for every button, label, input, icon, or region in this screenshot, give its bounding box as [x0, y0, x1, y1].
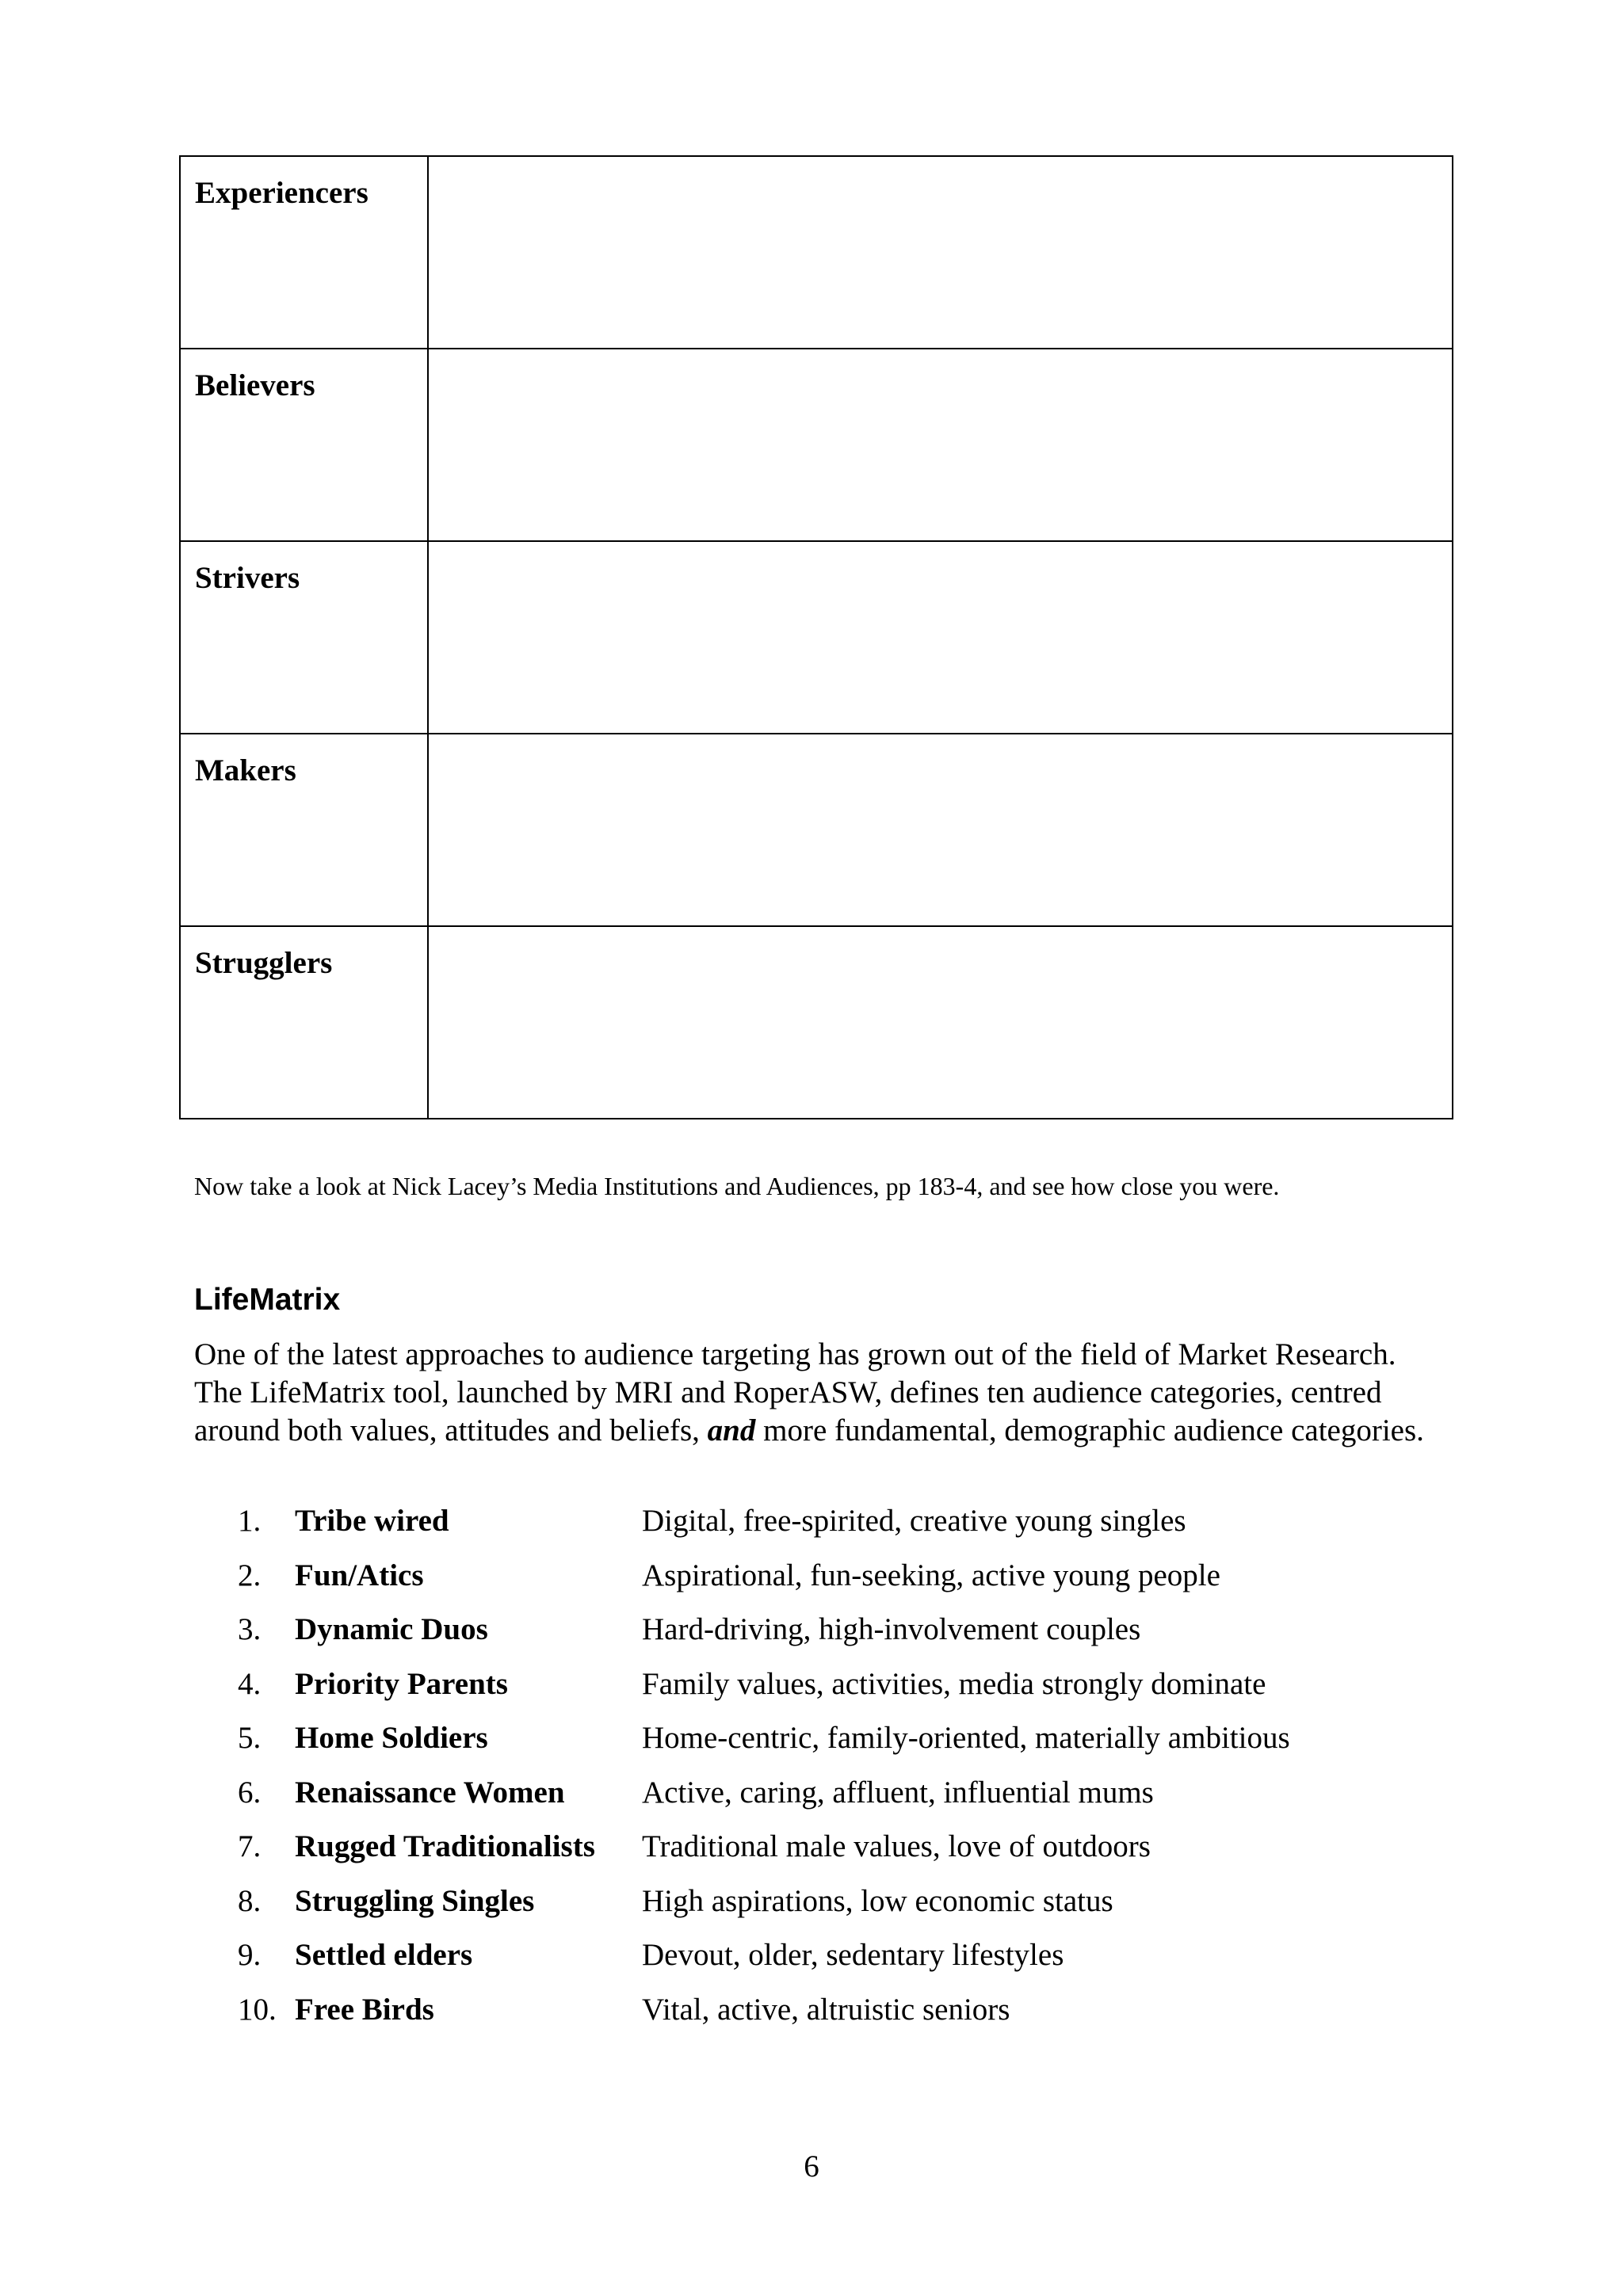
category-description: High aspirations, low economic status	[642, 1883, 1113, 1918]
page-number: 6	[804, 2149, 819, 2183]
list-item	[238, 1502, 1290, 1557]
row-content-cell	[428, 734, 1453, 926]
category-description: Aspirational, fun-seeking, active young people	[642, 1558, 1220, 1592]
list-item	[238, 1882, 1290, 1937]
item-number: 9.	[238, 1938, 262, 1972]
row-label-cell	[180, 541, 428, 734]
row-label-cell	[180, 926, 428, 1119]
category-name: Dynamic Duos	[295, 1612, 488, 1646]
list-item	[238, 1719, 1290, 1774]
item-number: 10.	[238, 1992, 277, 2027]
intro-text-end: more fundamental, demographic audience categories.	[755, 1413, 1424, 1447]
table-row	[180, 156, 1453, 349]
category-description: Traditional male values, love of outdoors	[642, 1829, 1151, 1863]
item-number: 3.	[238, 1612, 262, 1646]
table-row	[180, 349, 1453, 541]
category-name: Settled elders	[295, 1938, 473, 1972]
category-description: Family values, activities, media strongly dominate	[642, 1666, 1266, 1701]
category-name: Free Birds	[295, 1992, 434, 2027]
category-description: Vital, active, altruistic seniors	[642, 1992, 1010, 2027]
category-name: Priority Parents	[295, 1666, 508, 1701]
row-content-cell	[428, 156, 1453, 349]
table-row	[180, 926, 1453, 1119]
row-label-cell	[180, 156, 428, 349]
item-number: 1.	[238, 1504, 262, 1538]
list-item	[238, 1611, 1290, 1665]
row-label: Strugglers	[195, 946, 333, 980]
section-heading: LifeMatrix	[194, 1283, 341, 1317]
category-name: Tribe wired	[295, 1504, 449, 1538]
intro-paragraph	[194, 1336, 1430, 1450]
category-description: Home-centric, family-oriented, materially ambitious	[642, 1721, 1290, 1755]
list-item	[238, 1774, 1290, 1829]
category-description: Hard-driving, high-involvement couples	[642, 1612, 1141, 1646]
row-content-cell	[428, 541, 1453, 734]
item-number: 5.	[238, 1721, 262, 1755]
category-description: Digital, free-spirited, creative young singles	[642, 1504, 1186, 1538]
row-label-cell	[180, 734, 428, 926]
row-label-cell	[180, 349, 428, 541]
category-name: Rugged Traditionalists	[295, 1829, 595, 1863]
item-number: 7.	[238, 1829, 262, 1863]
item-number: 4.	[238, 1666, 262, 1701]
category-name: Renaissance Women	[295, 1775, 565, 1810]
category-name: Home Soldiers	[295, 1721, 488, 1755]
item-number: 8.	[238, 1883, 262, 1918]
intro-text-start: One of the latest approaches to audience targeting has grown out of the field of Market Research. The LifeMatrix tool, launched by MRI and RoperASW, defines ten audience categories, centred around both values, attitudes and beliefs,	[194, 1337, 1396, 1447]
list-item	[238, 1665, 1290, 1720]
row-label: Believers	[195, 368, 315, 402]
list-item	[238, 1991, 1290, 2046]
list-item	[238, 1557, 1290, 1611]
category-name: Fun/Atics	[295, 1558, 424, 1592]
audience-types-table	[179, 155, 1453, 1119]
category-list	[238, 1502, 1290, 2045]
category-name: Struggling Singles	[295, 1883, 535, 1918]
item-number: 2.	[238, 1558, 262, 1592]
list-item	[238, 1936, 1290, 1991]
intro-emphasis: and	[707, 1413, 756, 1447]
row-content-cell	[428, 349, 1453, 541]
item-number: 6.	[238, 1775, 262, 1810]
row-label: Experiencers	[195, 176, 369, 210]
category-description: Active, caring, affluent, influential mums	[642, 1775, 1154, 1810]
row-label: Makers	[195, 753, 296, 788]
reference-note: Now take a look at Nick Lacey’s Media Institutions and Audiences, pp 183-4, and see how close you were.	[194, 1172, 1280, 1200]
row-content-cell	[428, 926, 1453, 1119]
list-item	[238, 1828, 1290, 1882]
table-row	[180, 541, 1453, 734]
row-label: Strivers	[195, 561, 300, 595]
table-row	[180, 734, 1453, 926]
category-description: Devout, older, sedentary lifestyles	[642, 1938, 1064, 1972]
